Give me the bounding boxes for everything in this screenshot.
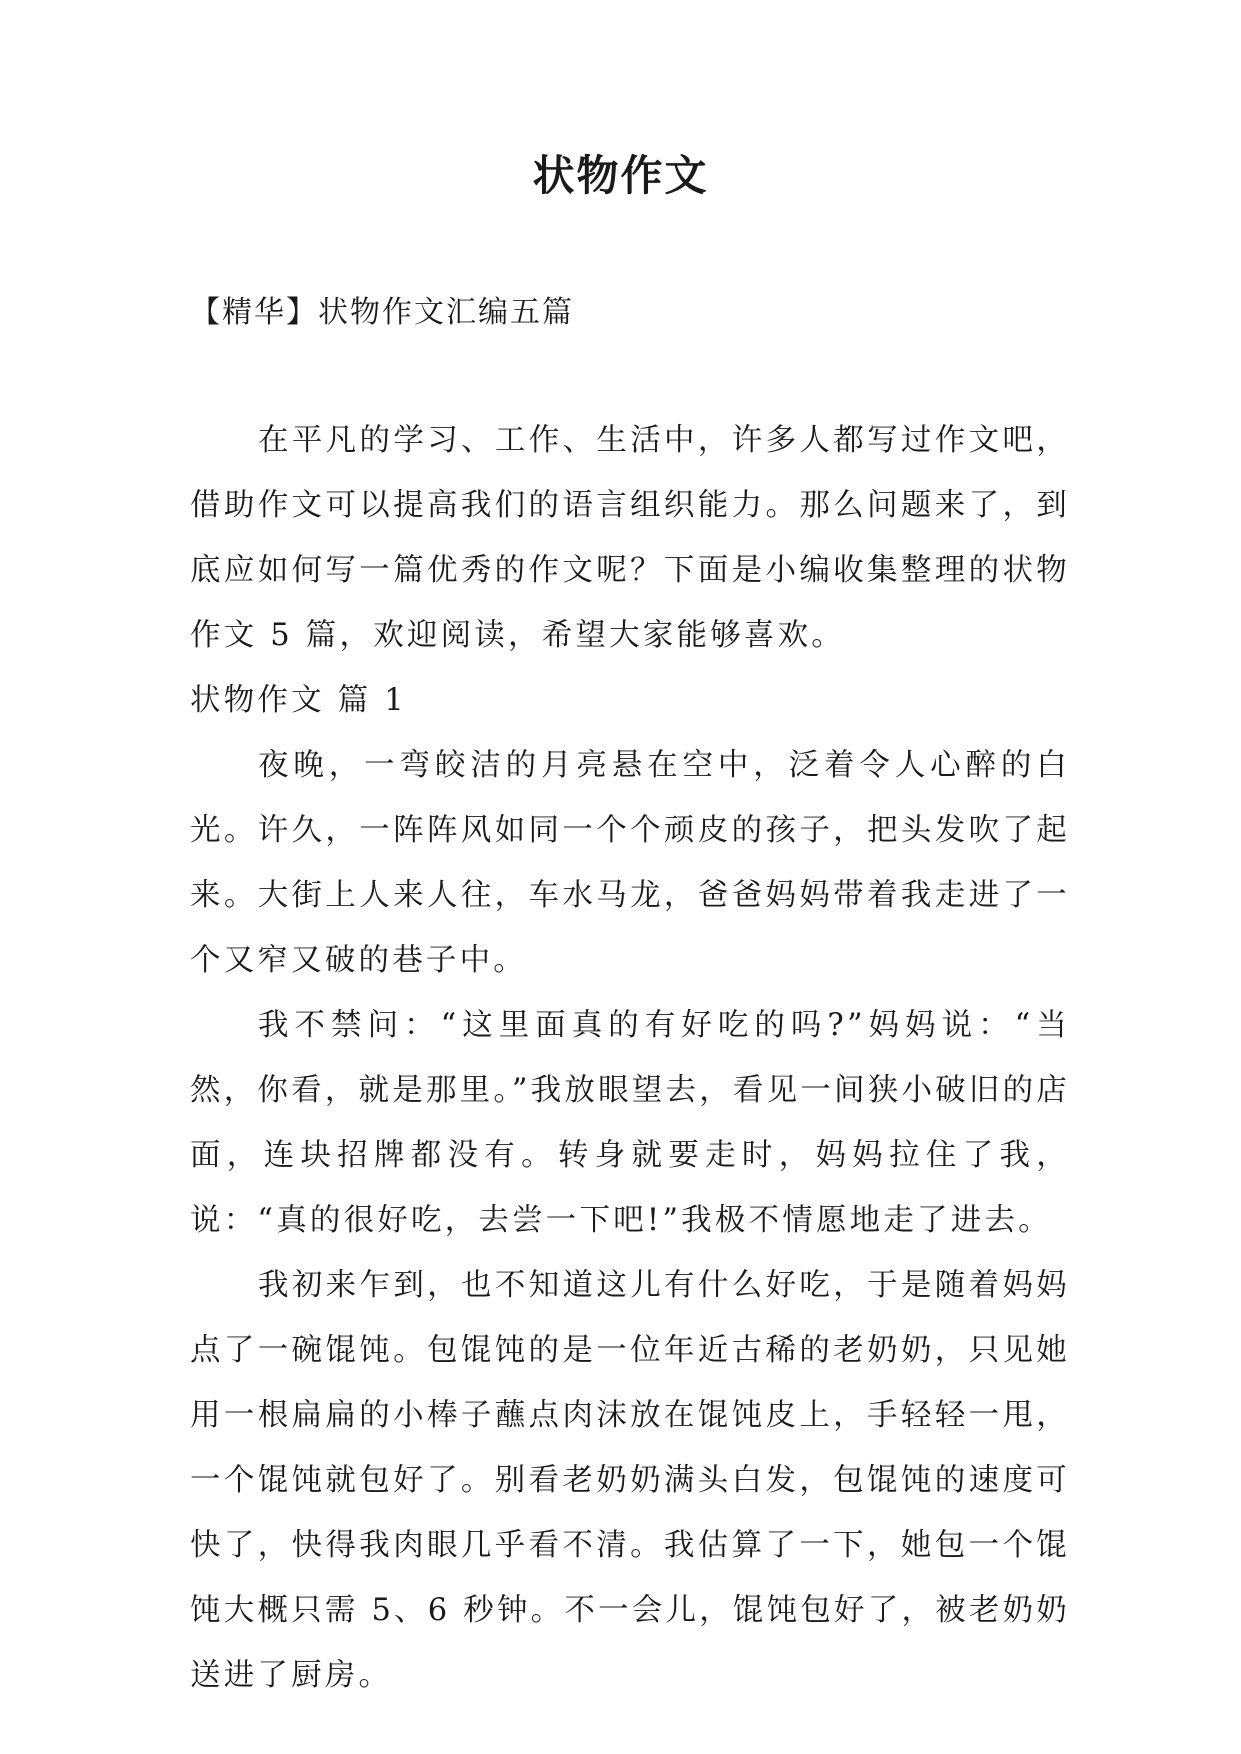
document-title: 状物作文 — [532, 151, 709, 200]
intro-paragraph: 在平凡的学习、工作、生活中，许多人都写过作文吧，借助作文可以提高我们的语言组织能力。那么问题来了，到底应如何写一篇优秀的作文呢？下面是小编收集整理的状物作文 5 篇，欢迎阅读，希望大家能够喜欢。 — [190, 423, 1070, 653]
document-body — [190, 408, 1070, 1708]
section-heading: 状物作文 篇 1 — [190, 683, 407, 718]
body-paragraph: 我初来乍到，也不知道这儿有什么好吃，于是随着妈妈点了一碗馄饨。包馄饨的是一位年近古稀的老奶奶，只见她用一根扁扁的小棒子蘸点肉沫放在馄饨皮上，手轻轻一甩，一个馄饨就包好了。别看老奶奶满头白发，包馄饨的速度可快了，快得我肉眼几乎看不清。我估算了一下，她包一个馄饨大概只需 5、6 秒钟。不一会儿，馄饨包好了，被老奶奶送进了厨房。 — [190, 1268, 1070, 1693]
body-paragraph: 夜晚，一弯皎洁的月亮悬在空中，泛着令人心醉的白光。许久，一阵阵风如同一个个顽皮的孩子，把头发吹了起来。大街上人来人往，车水马龙，爸爸妈妈带着我走进了一个又窄又破的巷子中。 — [190, 748, 1070, 978]
document-subtitle: 【精华】状物作文汇编五篇 — [190, 295, 574, 330]
body-paragraph: 我不禁问：“这里面真的有好吃的吗?”妈妈说：“当然，你看，就是那里。”我放眼望去，看见一间狭小破旧的店面，连块招牌都没有。转身就要走时，妈妈拉住了我，说：“真的很好吃，去尝一下吧!”我极不情愿地走了进去。 — [190, 1008, 1070, 1238]
